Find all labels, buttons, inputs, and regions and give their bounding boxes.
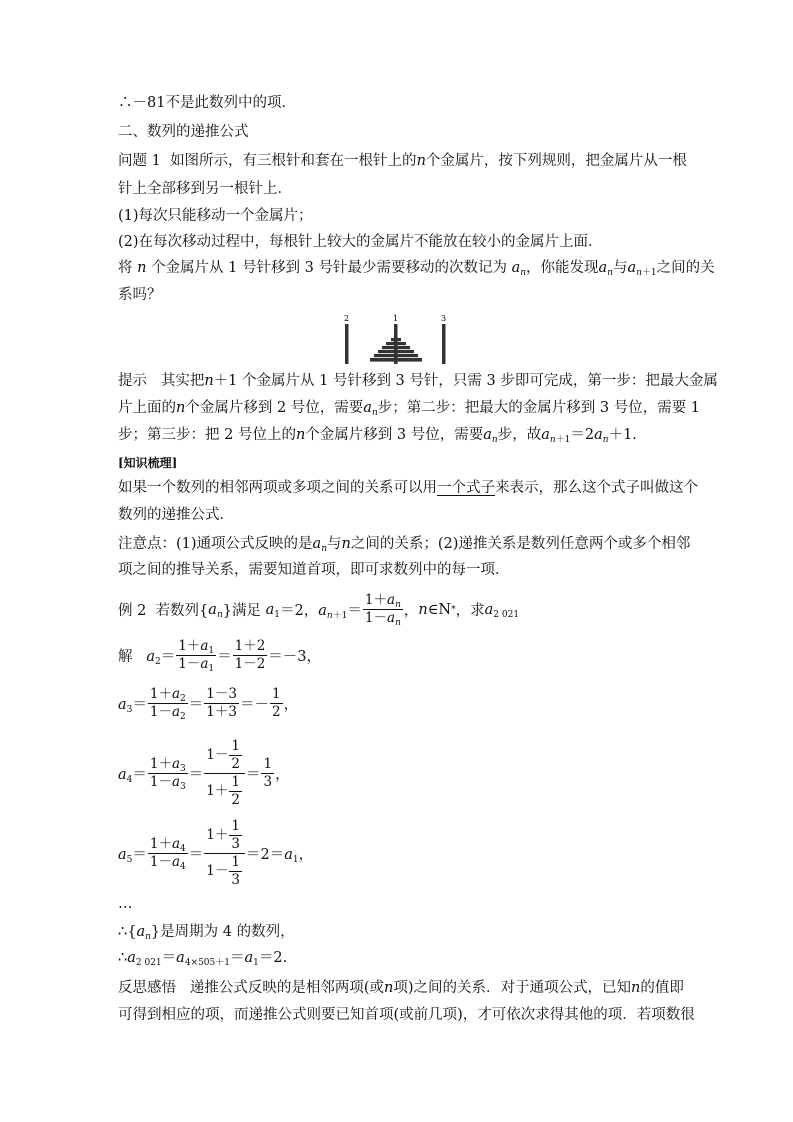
knowledge-line-2: 数列的递推公式． xyxy=(118,507,234,523)
peg-label-3: 3 xyxy=(441,314,447,323)
solution-a4: $a_4=$ $\frac{1+a_3}{1-a_3}$ ＝ 1－ $\frac{1}{2}$ 1＋ $\frac{1}{2}$ ＝ $\frac{1}{3}$ ， xyxy=(118,738,290,808)
problem-label: 问题 1 xyxy=(118,153,161,169)
line-conclusion-81: ∴－81不是此数列中的项． xyxy=(118,95,296,111)
conclusion-period: $\therefore\{a_n\}$是周期为 4 的数列， xyxy=(118,924,295,942)
solution-a3: $a_3=$ $\frac{1+a_2}{1-a_2}$ ＝ $\frac{1-3}{1+3}$ ＝－ $\frac{1}{2}$ ， xyxy=(118,686,299,722)
example-label: 例 2 xyxy=(118,603,147,619)
peg-label-1: 1 xyxy=(393,314,399,323)
underlined-term: 一个式子 xyxy=(437,480,495,496)
reflection-line-2: 可得到相应的项，而递推公式则要已知首项(或前几项)，才可依次求得其他的项．若项数很 xyxy=(118,1007,695,1023)
peg-right xyxy=(442,324,446,364)
solution-a5: $a_5=$ $\frac{1+a_4}{1-a_4}$ ＝ 1＋ $\frac{1}{3}$ 1－ $\frac{1}{3}$ $=2=a_1$， xyxy=(118,818,314,888)
disk xyxy=(374,354,418,357)
rule-1: (1)每次只能移动一个金属片； xyxy=(118,208,313,224)
note-line-1: 注意点：(1)通项公式反映的是$a_n$与n之间的关系；(2)递推关系是数列任意两个或多个相邻 xyxy=(118,536,691,554)
conclusion-answer: $\therefore a_{2 021}=a_{4\times 505+1}=a_1=2$. xyxy=(118,950,288,968)
solution-label: 解 xyxy=(118,649,133,665)
problem-question: 将 n 个金属片从 1 号针移到 3 号针最少需要移动的次数记为 $a_n$，你能发现$a_n$与$a_{n+1}$之间的关 xyxy=(118,260,715,278)
peg-left xyxy=(345,324,349,364)
rule-2: (2)在每次移动过程中，每根针上较大的金属片不能放在较小的金属片上面． xyxy=(118,234,603,250)
problem-1-line: 问题 1 如图所示，有三根针和套在一根针上的n个金属片，按下列规则，把金属片从一根 xyxy=(118,153,687,169)
tower-of-hanoi-figure xyxy=(336,312,456,368)
hint-line-1: 提示 其实把n＋1 个金属片从 1 号针移到 3 号针，只需 3 步即可完成，第一步：把最大金属 xyxy=(118,373,718,389)
ellipsis: … xyxy=(118,896,133,912)
knowledge-line-1: 如果一个数列的相邻两项或多项之间的关系可以用一个式子来表示，那么这个式子叫做这个 xyxy=(118,480,698,496)
reflection-line-1: 反思感悟 递推公式反映的是相邻两项(或n项)之间的关系．对于通项公式，已知n的值即 xyxy=(118,980,684,996)
knowledge-heading: [知识梳理] xyxy=(118,456,178,470)
disk xyxy=(391,338,401,341)
example-2-statement: 例 2 若数列{ $a_n$ }满足 $a_1$ ＝2， $a_{n+1}=$ $\frac{1+a_n}{1-a_n}$ ， n ∈N * ，求 $a_{2 021}$ xyxy=(118,592,520,628)
problem-question-line-2: 系吗？ xyxy=(118,287,162,303)
disk xyxy=(378,350,414,353)
note-line-2: 项之间的推导关系，需要知道首项，即可求数列中的每一项． xyxy=(118,562,510,578)
hint-line-2: 片上面的n个金属片移到 2 号位，需要$a_n$步；第二步：把最大的金属片移到 3 号位，需要 1 xyxy=(118,400,701,418)
disk xyxy=(370,358,422,362)
peg-label-2: 2 xyxy=(344,314,350,323)
reflection-label: 反思感悟 xyxy=(118,980,176,996)
solution-a2: 解 $a_2=$ $\frac{1+a_1}{1-a_1}$ ＝ $\frac{1+2}{1-2}$ ＝－3， xyxy=(118,638,322,674)
hint-label: 提示 xyxy=(118,373,147,389)
hint-line-3: 步；第三步：把 2 号位上的n个金属片移到 3 号位，需要$a_n$步，故$a_{n+1}=2a_n+1$. xyxy=(118,427,637,445)
section-heading-recursive-formula: 二、数列的递推公式 xyxy=(118,124,249,140)
problem-1-line-2: 针上全部移到另一根针上． xyxy=(118,181,292,197)
disk xyxy=(382,346,410,349)
disk xyxy=(386,342,406,345)
